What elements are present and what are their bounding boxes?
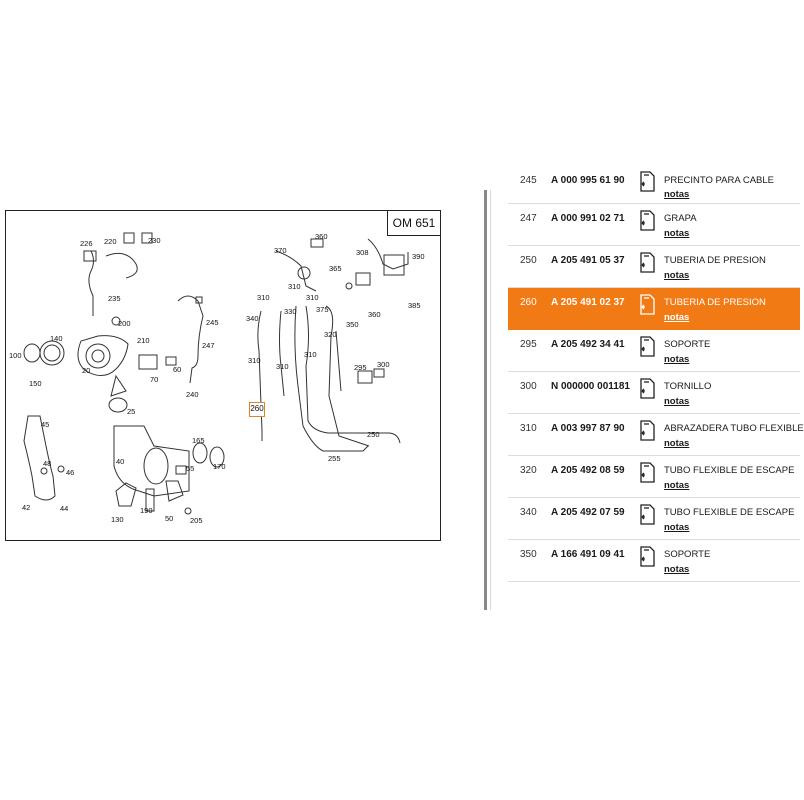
part-description: SOPORTE xyxy=(664,339,711,350)
notes-link[interactable]: notas xyxy=(664,480,690,491)
part-description: GRAPA xyxy=(664,213,697,224)
svg-text:20: 20 xyxy=(82,366,91,375)
svg-text:310: 310 xyxy=(306,293,319,302)
svg-text:370: 370 xyxy=(274,246,287,255)
svg-text:40: 40 xyxy=(116,457,125,466)
document-clip-icon[interactable] xyxy=(638,294,656,316)
svg-text:140: 140 xyxy=(50,334,63,343)
svg-text:350: 350 xyxy=(346,320,359,329)
svg-text:340: 340 xyxy=(246,314,259,323)
svg-text:55: 55 xyxy=(186,464,195,473)
panel-divider xyxy=(490,190,491,610)
document-clip-icon[interactable] xyxy=(638,504,656,526)
parts-row-310[interactable] xyxy=(508,414,804,456)
svg-text:360: 360 xyxy=(315,232,328,241)
svg-text:310: 310 xyxy=(304,350,317,359)
svg-text:310: 310 xyxy=(276,362,289,371)
part-description: TUBO FLEXIBLE DE ESCAPE xyxy=(664,465,795,476)
svg-text:310: 310 xyxy=(248,356,261,365)
svg-text:235: 235 xyxy=(108,294,121,303)
svg-text:310: 310 xyxy=(257,293,270,302)
part-number-link[interactable]: A 166 491 09 41 xyxy=(551,549,625,560)
part-description: PRECINTO PARA CABLE xyxy=(664,175,774,186)
svg-text:60: 60 xyxy=(173,365,182,374)
notes-link[interactable]: notas xyxy=(664,189,690,200)
position-number: 350 xyxy=(520,549,537,560)
svg-text:50: 50 xyxy=(165,514,174,523)
position-number: 247 xyxy=(520,213,537,224)
position-number: 310 xyxy=(520,423,537,434)
part-number-link[interactable]: N 000000 001181 xyxy=(551,381,630,392)
svg-text:190: 190 xyxy=(140,506,153,515)
svg-text:46: 46 xyxy=(66,468,75,477)
parts-list xyxy=(508,175,804,608)
svg-text:310: 310 xyxy=(288,282,301,291)
notes-link[interactable]: notas xyxy=(664,312,690,323)
parts-row-295[interactable] xyxy=(508,330,800,372)
svg-text:165: 165 xyxy=(192,436,205,445)
svg-text:200: 200 xyxy=(118,319,131,328)
position-number: 340 xyxy=(520,507,537,518)
svg-text:220: 220 xyxy=(104,237,117,246)
svg-text:48: 48 xyxy=(43,459,52,468)
svg-text:295: 295 xyxy=(354,363,367,372)
notes-link[interactable]: notas xyxy=(664,228,690,239)
notes-link[interactable]: notas xyxy=(664,396,690,407)
document-clip-icon[interactable] xyxy=(638,336,656,358)
position-number: 250 xyxy=(520,255,537,266)
part-number-link[interactable]: A 205 492 08 59 xyxy=(551,465,625,476)
parts-row-320[interactable] xyxy=(508,456,800,498)
part-description: ABRAZADERA TUBO FLEXIBLE xyxy=(664,423,804,434)
parts-row-350[interactable] xyxy=(508,540,800,582)
svg-text:385: 385 xyxy=(408,301,421,310)
part-description: TORNILLO xyxy=(664,381,712,392)
part-number-link[interactable]: A 205 492 34 41 xyxy=(551,339,625,350)
part-description: TUBERIA DE PRESION xyxy=(664,255,766,266)
position-number: 295 xyxy=(520,339,537,350)
document-clip-icon[interactable] xyxy=(638,420,656,442)
notes-link[interactable]: notas xyxy=(664,354,690,365)
position-number: 260 xyxy=(520,297,537,308)
svg-text:230: 230 xyxy=(148,236,161,245)
part-number-link[interactable]: A 000 991 02 71 xyxy=(551,213,625,224)
parts-row-260[interactable] xyxy=(508,288,800,330)
part-number-link[interactable]: A 205 491 02 37 xyxy=(551,297,625,308)
svg-text:320: 320 xyxy=(324,330,337,339)
svg-text:45: 45 xyxy=(41,420,50,429)
scrollbar-divider xyxy=(484,190,487,610)
part-description: TUBO FLEXIBLE DE ESCAPE xyxy=(664,507,795,518)
svg-text:365: 365 xyxy=(329,264,342,273)
document-clip-icon[interactable] xyxy=(638,546,656,568)
notes-link[interactable]: notas xyxy=(664,270,690,281)
notes-link[interactable]: notas xyxy=(664,438,690,449)
part-number-link[interactable]: A 000 995 61 90 xyxy=(551,175,625,186)
hotspot-260[interactable]: 260 xyxy=(249,402,265,417)
diagram-drawing xyxy=(6,211,442,542)
notes-link[interactable]: notas xyxy=(664,522,690,533)
document-clip-icon[interactable] xyxy=(638,378,656,400)
document-clip-icon[interactable] xyxy=(638,171,656,193)
part-number-link[interactable]: A 205 492 07 59 xyxy=(551,507,625,518)
parts-row-247[interactable] xyxy=(508,204,800,246)
engine-title: OM 651 xyxy=(387,211,440,236)
notes-link[interactable]: notas xyxy=(664,564,690,575)
svg-text:375: 375 xyxy=(316,305,329,314)
part-description: TUBERIA DE PRESION xyxy=(664,297,766,308)
part-description: SOPORTE xyxy=(664,549,711,560)
svg-text:300: 300 xyxy=(377,360,390,369)
svg-text:255: 255 xyxy=(328,454,341,463)
svg-text:226: 226 xyxy=(80,239,93,248)
part-number-link[interactable]: A 003 997 87 90 xyxy=(551,423,625,434)
svg-text:42: 42 xyxy=(22,503,31,512)
document-clip-icon[interactable] xyxy=(638,252,656,274)
svg-text:25: 25 xyxy=(127,407,136,416)
position-number: 300 xyxy=(520,381,537,392)
svg-text:150: 150 xyxy=(29,379,42,388)
parts-row-340[interactable] xyxy=(508,498,800,540)
parts-row-245[interactable] xyxy=(508,175,800,204)
svg-text:360: 360 xyxy=(368,310,381,319)
parts-row-300[interactable] xyxy=(508,372,800,414)
parts-row-250[interactable] xyxy=(508,246,800,288)
document-clip-icon[interactable] xyxy=(638,462,656,484)
svg-text:245: 245 xyxy=(206,318,219,327)
svg-text:100: 100 xyxy=(9,351,22,360)
svg-text:205: 205 xyxy=(190,516,203,525)
document-clip-icon[interactable] xyxy=(638,210,656,232)
svg-text:44: 44 xyxy=(60,504,69,513)
svg-text:70: 70 xyxy=(150,375,159,384)
exploded-parts-diagram xyxy=(5,210,441,541)
svg-text:308: 308 xyxy=(356,248,369,257)
svg-text:390: 390 xyxy=(412,252,425,261)
svg-text:247: 247 xyxy=(202,341,215,350)
part-number-link[interactable]: A 205 491 05 37 xyxy=(551,255,625,266)
position-number: 245 xyxy=(520,175,537,186)
position-number: 320 xyxy=(520,465,537,476)
svg-text:250: 250 xyxy=(367,430,380,439)
svg-text:210: 210 xyxy=(137,336,150,345)
svg-text:170: 170 xyxy=(213,462,226,471)
svg-text:130: 130 xyxy=(111,515,124,524)
svg-text:240: 240 xyxy=(186,390,199,399)
svg-text:330: 330 xyxy=(284,307,297,316)
